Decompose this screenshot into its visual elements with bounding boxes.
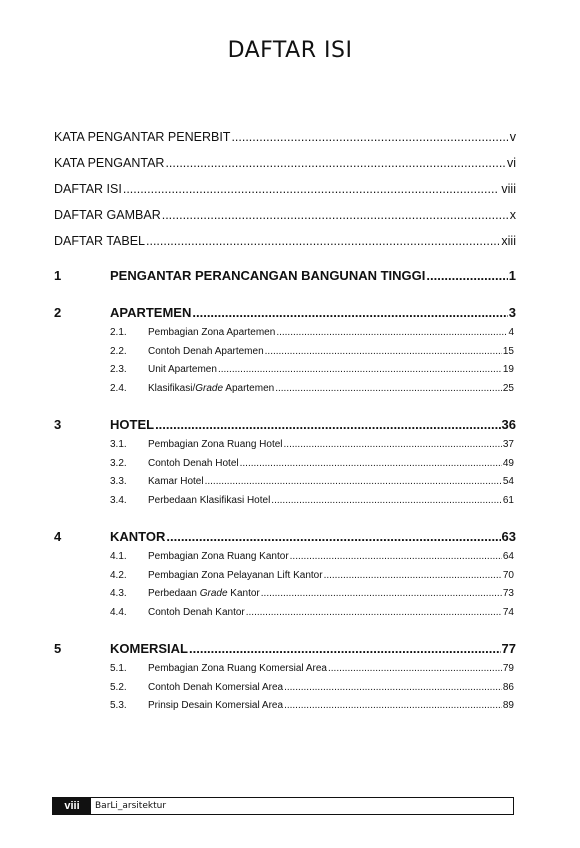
section-title	[148, 327, 275, 338]
section-title	[148, 439, 283, 450]
section-title-text: Contoh Denah Komersial Area	[148, 681, 284, 693]
chapter-title: PENGANTAR PERANCANGAN BANGUNAN TINGGI	[110, 268, 426, 283]
section-title	[148, 588, 260, 599]
section-title-text: Klasifikasi/	[148, 383, 196, 395]
section-title	[148, 383, 274, 394]
section-title-text: Contoh Denah Apartemen	[148, 345, 264, 357]
toc-page-number: 70	[502, 569, 514, 581]
section-number: 3.4.	[110, 495, 127, 507]
section-title	[148, 458, 239, 469]
section-number: 3.1.	[110, 439, 127, 450]
chapter-title: APARTEMEN	[110, 305, 192, 320]
toc-page-number: 73	[502, 588, 514, 600]
section-title-text: Pembagian Zona Ruang Hotel	[148, 439, 283, 450]
dot-leader	[146, 234, 499, 248]
section-number: 5.1.	[110, 663, 127, 674]
section-entry	[110, 458, 514, 469]
dot-leader	[426, 268, 507, 283]
section-title	[148, 700, 283, 711]
section-entry	[110, 439, 514, 450]
chapter-title: HOTEL	[110, 417, 155, 432]
toc-page-number: 19	[502, 364, 514, 376]
toc-page-number: 74	[502, 607, 514, 619]
section-title-text: Unit Apartemen	[148, 364, 217, 376]
section-title	[148, 346, 264, 357]
section-number: 3.3.	[110, 476, 127, 488]
section-number: 2.2.	[110, 345, 127, 357]
toc-entry-label: DAFTAR ISI	[54, 182, 122, 196]
section-title-text: Pembagian Zona Ruang Kantor	[148, 551, 289, 562]
dot-leader	[205, 476, 502, 487]
dot-leader	[275, 383, 502, 394]
section-title-text: Prinsip Desain Komersial Area	[148, 700, 284, 712]
section-number: 2.1.	[110, 327, 127, 338]
section-title-text: Pembagian Zona Pelayanan Lift Kantor	[148, 569, 323, 581]
section-title-italic: Grade	[195, 383, 224, 395]
chapter-entry	[110, 305, 516, 320]
section-title	[148, 663, 327, 674]
section-title-text: Contoh Denah Hotel	[148, 457, 239, 469]
dot-leader	[166, 529, 500, 544]
toc-entry	[54, 208, 516, 222]
dot-leader	[324, 570, 502, 581]
toc-entry	[54, 130, 516, 144]
toc-page-number: 79	[502, 663, 514, 674]
chapter-entry	[110, 268, 516, 283]
toc-entry-label: KATA PENGANTAR PENERBIT	[54, 130, 231, 144]
toc-page-number: 63	[501, 529, 516, 544]
section-number: 3.2.	[110, 457, 127, 469]
section-entry	[110, 700, 514, 711]
section-title-text: Pembagian Zona Apartemen	[148, 327, 276, 338]
section-entry	[110, 327, 514, 338]
section-number: 4.4.	[110, 607, 127, 619]
toc-page-number: v	[509, 130, 516, 144]
dot-leader	[290, 551, 502, 562]
chapter-number: 1	[54, 268, 62, 283]
toc-page-number: 86	[502, 681, 514, 693]
dot-leader	[155, 417, 500, 432]
toc-entry-label: DAFTAR GAMBAR	[54, 208, 161, 222]
section-entry	[110, 570, 514, 581]
dot-leader	[271, 495, 502, 506]
footer-page-number: viii	[53, 798, 91, 814]
section-title-text: Kantor	[227, 588, 260, 600]
chapter-title: KANTOR	[110, 529, 166, 544]
toc-page-number: 15	[502, 345, 514, 357]
toc-page-number: xiii	[501, 234, 516, 248]
section-entry	[110, 364, 514, 375]
dot-leader	[261, 588, 502, 599]
chapter-number: 5	[54, 641, 62, 656]
dot-leader	[246, 607, 502, 618]
toc-entry	[54, 156, 516, 170]
page-title: DAFTAR ISI	[227, 38, 353, 63]
dot-leader	[284, 700, 502, 711]
section-number: 5.2.	[110, 681, 127, 693]
section-entry	[110, 346, 514, 357]
section-title	[148, 476, 204, 487]
section-number: 4.1.	[110, 551, 127, 562]
section-entry	[110, 682, 514, 693]
chapter-entry	[110, 641, 516, 656]
chapter-number: 3	[54, 417, 62, 432]
dot-leader	[284, 439, 502, 450]
section-title-text: Contoh Denah Kantor	[148, 607, 245, 619]
toc-page-number: viii	[501, 182, 516, 196]
section-title	[148, 607, 245, 618]
dot-leader	[231, 130, 507, 144]
dot-leader	[265, 346, 502, 357]
section-entry	[110, 588, 514, 599]
section-title-text: Apartemen	[223, 383, 275, 395]
toc-entry	[54, 234, 516, 248]
toc-page-number: 36	[501, 417, 516, 432]
toc-page-number: 54	[502, 476, 514, 488]
chapter-number: 4	[54, 529, 62, 544]
toc-page-number: 37	[502, 439, 514, 450]
section-title-text: Perbedaan	[148, 588, 200, 600]
dot-leader	[276, 327, 507, 338]
section-number: 4.2.	[110, 569, 127, 581]
dot-leader	[123, 182, 500, 196]
section-title-text: Perbedaan Klasifikasi Hotel	[148, 495, 271, 507]
dot-leader	[189, 641, 501, 656]
toc-page-number: x	[509, 208, 516, 222]
section-title-text: Kamar Hotel	[148, 476, 204, 488]
chapter-entry	[110, 529, 516, 544]
dot-leader	[218, 364, 502, 375]
dot-leader	[284, 682, 502, 693]
dot-leader	[328, 663, 502, 674]
toc-page-number: vi	[506, 156, 516, 170]
toc-page-number: 64	[502, 551, 514, 562]
section-number: 4.3.	[110, 588, 127, 600]
chapter-title: KOMERSIAL	[110, 641, 188, 656]
section-title-text: Pembagian Zona Ruang Komersial Area	[148, 663, 327, 674]
page-footer	[52, 797, 514, 815]
section-title	[148, 495, 270, 506]
dot-leader	[192, 305, 507, 320]
toc-page-number: 3	[508, 305, 516, 320]
dot-leader	[162, 208, 508, 222]
section-number: 2.4.	[110, 383, 127, 395]
section-title	[148, 364, 217, 375]
section-title	[148, 570, 323, 581]
chapter-number: 2	[54, 305, 62, 320]
toc-page-number: 77	[501, 641, 516, 656]
section-entry	[110, 383, 514, 394]
section-number: 5.3.	[110, 700, 127, 712]
section-title	[148, 682, 283, 693]
toc-page-number: 89	[502, 700, 514, 712]
toc-page-number: 49	[502, 457, 514, 469]
dot-leader	[165, 156, 505, 170]
chapter-entry	[110, 417, 516, 432]
toc-page-number: 61	[502, 495, 514, 507]
section-entry	[110, 551, 514, 562]
section-entry	[110, 607, 514, 618]
section-title-italic: Grade	[199, 588, 228, 600]
toc-entry-label: KATA PENGANTAR	[54, 156, 165, 170]
section-entry	[110, 495, 514, 506]
toc-entry-label: DAFTAR TABEL	[54, 234, 145, 248]
section-number: 2.3.	[110, 364, 127, 376]
section-title	[148, 551, 289, 562]
toc-page-number: 4	[508, 327, 514, 338]
toc-entry	[54, 182, 516, 196]
dot-leader	[240, 458, 502, 469]
section-entry	[110, 663, 514, 674]
toc-page-number: 1	[508, 268, 516, 283]
footer-running-text: BarLi_arsitektur	[95, 801, 167, 811]
toc-page-number: 25	[502, 383, 514, 395]
section-entry	[110, 476, 514, 487]
